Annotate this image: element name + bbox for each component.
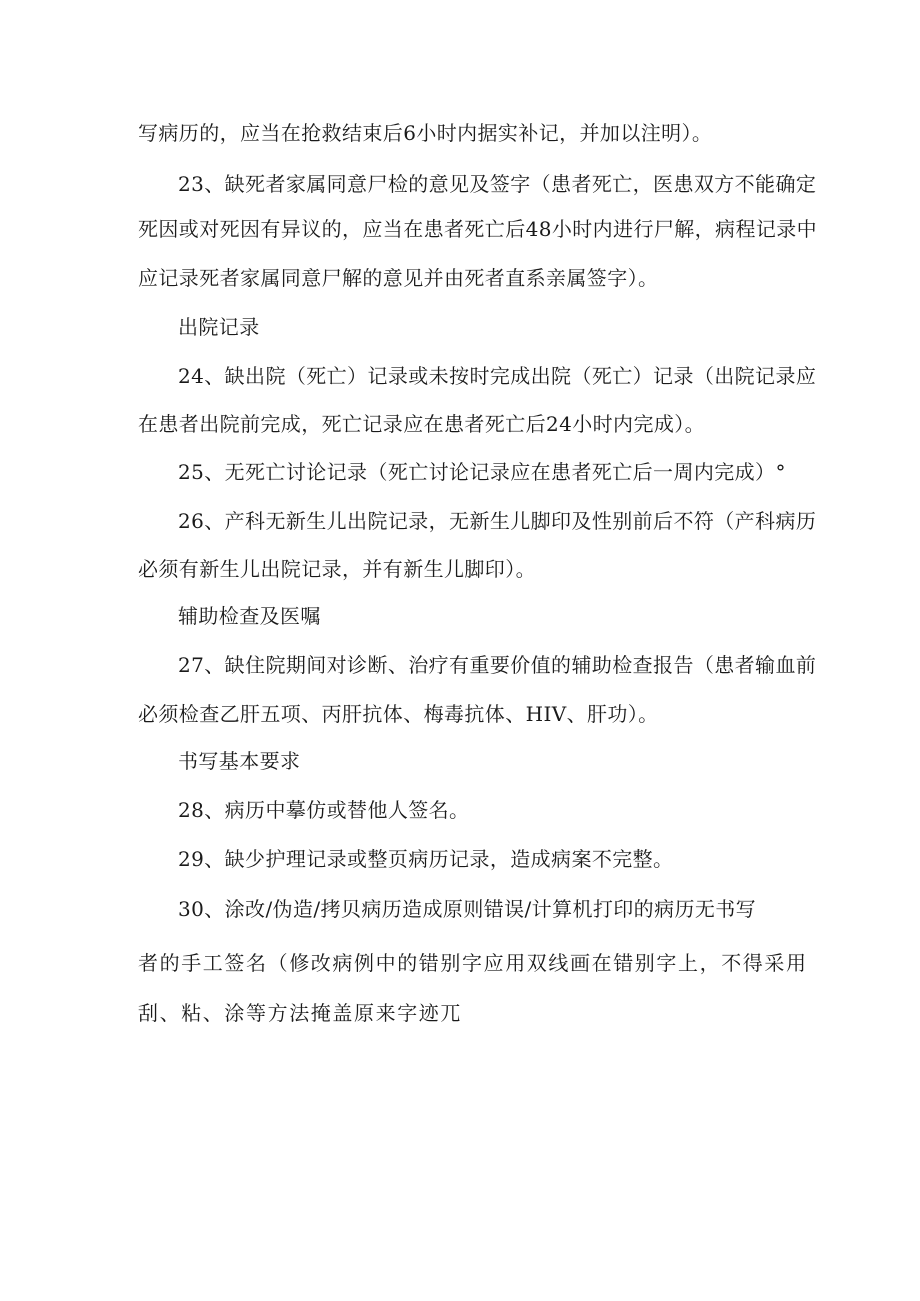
text-line-1: 写病历的，应当在抢救结束后6小时内据实补记，并加以注明）。 [138,121,713,145]
item-24-line-1: 24、缺出院（死亡）记录或未按时完成出院（死亡）记录（出院记录应 [178,364,817,388]
item-30-line-2: 者的手工签名（修改病例中的错别字应用双线画在错别字上，不得采用 [138,951,808,975]
section-heading-auxiliary: 辅助检查及医嘱 [178,604,321,628]
item-30-line-3: 刮、粘、涂等方法掩盖原来字迹兀 [138,1001,462,1025]
item-23-line-2: 死因或对死因有异议的，应当在患者死亡后48小时内进行尸解，病程记录中 [138,217,818,241]
item-30-line-1: 30、涂改/伪造/拷贝病历造成原则错误/计算机打印的病历无书写 [178,897,757,921]
item-23-line-1: 23、缺死者家属同意尸检的意见及签字（患者死亡，医患双方不能确定 [178,172,817,196]
item-23-line-3: 应记录死者家属同意尸解的意见并由死者直系亲属签字）。 [138,266,659,290]
section-heading-writing: 书写基本要求 [178,749,301,773]
item-28-line-1: 28、病历中摹仿或替他人签名。 [178,798,470,822]
item-26-line-1: 26、产科无新生儿出院记录，无新生儿脚印及性别前后不符（产科病历 [178,509,817,533]
item-26-line-2: 必须有新生儿出院记录，并有新生儿脚印）。 [138,557,536,581]
item-25-line-1: 25、无死亡讨论记录（死亡讨论记录应在患者死亡后一周内完成）° [178,460,786,484]
item-24-line-2: 在患者出院前完成，死亡记录应在患者死亡后24小时内完成）。 [138,412,706,436]
item-27-line-1: 27、缺住院期间对诊断、治疗有重要价值的辅助检查报告（患者输血前 [178,653,817,677]
section-heading-discharge: 出院记录 [178,315,260,339]
item-27-line-2: 必须检查乙肝五项、丙肝抗体、梅毒抗体、HIV、肝功）。 [138,702,659,726]
item-29-line-1: 29、缺少护理记录或整页病历记录，造成病案不完整。 [178,847,674,871]
